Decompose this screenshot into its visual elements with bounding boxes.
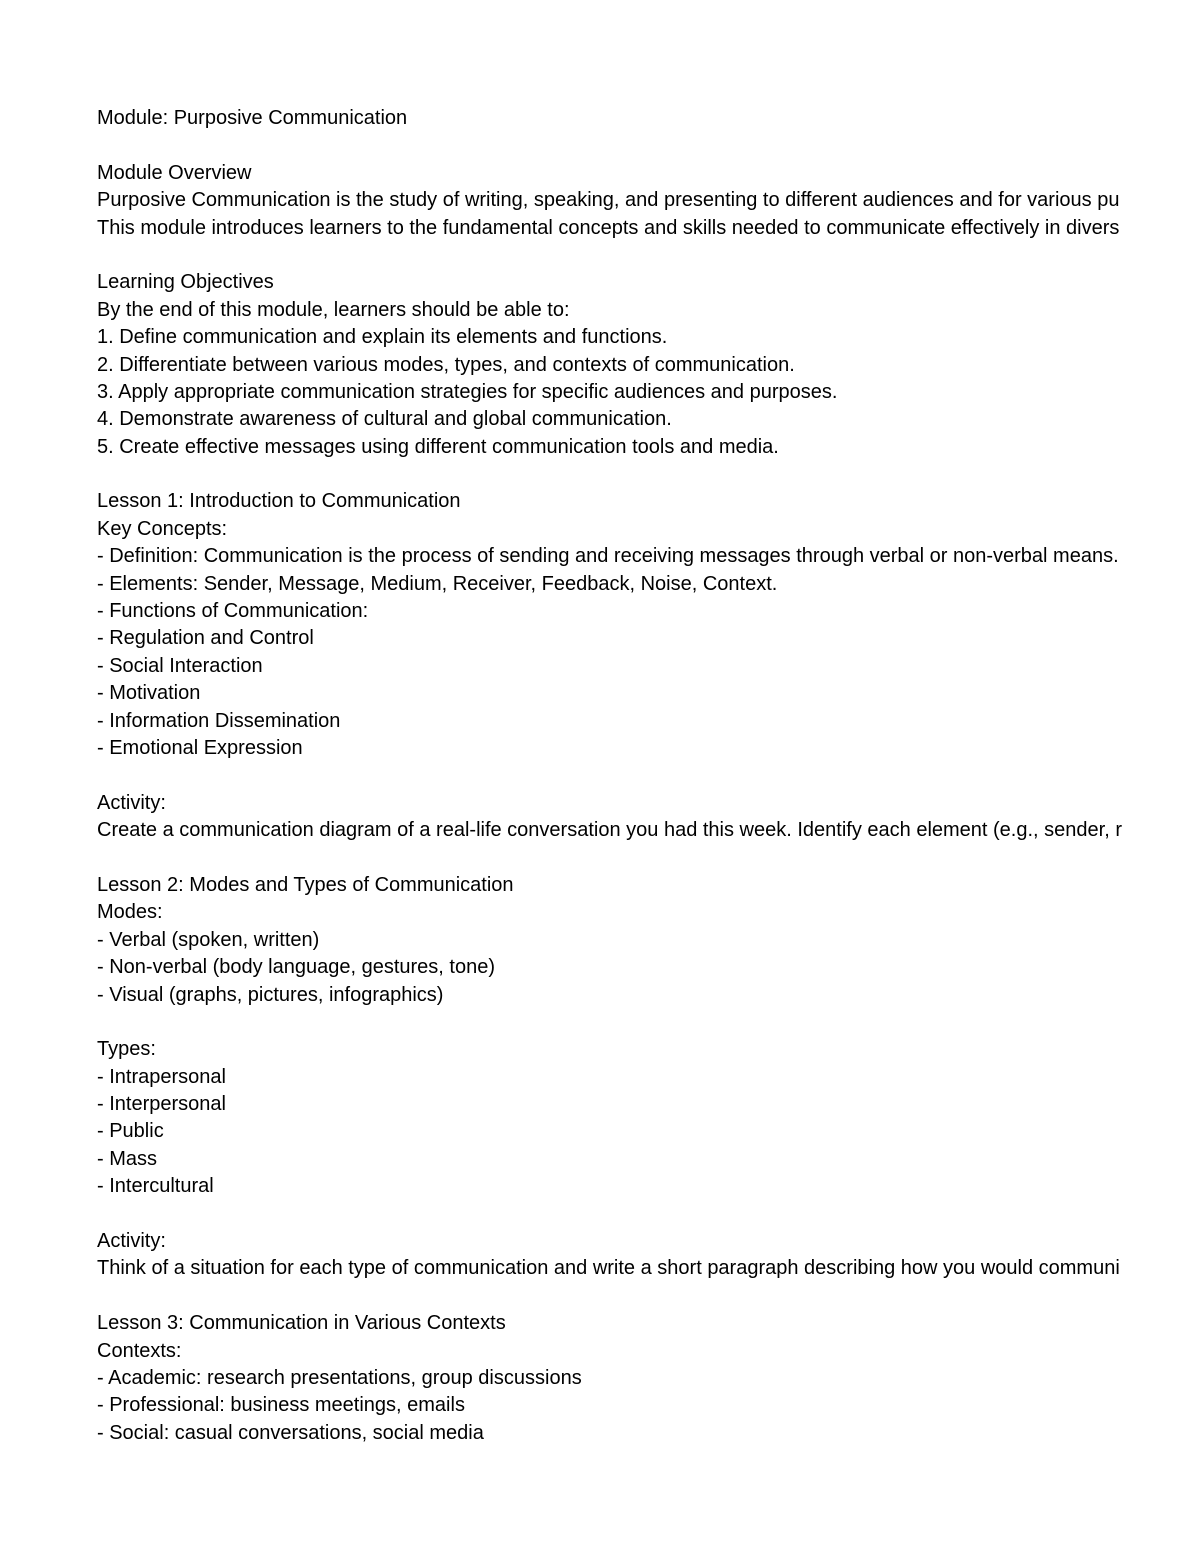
spacer (97, 1201, 1200, 1228)
spacer (97, 1283, 1200, 1310)
lesson2-heading: Lesson 2: Modes and Types of Communication (97, 873, 514, 896)
objective-item: 2. Differentiate between various modes, types, and contexts of communication. (97, 353, 795, 376)
lesson2-type-item: - Intrapersonal (97, 1065, 226, 1088)
objectives-intro: By the end of this module, learners should be able to: (97, 298, 570, 321)
lesson2-types-heading: Types: (97, 1038, 156, 1061)
lesson2-type-item: - Intercultural (97, 1175, 214, 1198)
module-title: Module: Purposive Communication (97, 107, 408, 129)
overview-heading: Module Overview (97, 161, 252, 184)
objective-item: 1. Define communication and explain its elements and functions. (97, 326, 668, 349)
lesson2-activity-heading: Activity: (97, 1230, 166, 1253)
spacer (97, 242, 1200, 269)
lesson2-mode-item: - Non-verbal (body language, gestures, tone) (97, 956, 496, 979)
objective-item: 3. Apply appropriate communication strategies for specific audiences and purposes. (97, 380, 838, 403)
lesson1-item: - Information Dissemination (97, 709, 341, 732)
lesson2-type-item: - Interpersonal (97, 1093, 226, 1116)
lesson3-context-item: - Social: casual conversations, social media (97, 1421, 484, 1444)
lesson2-mode-item: - Verbal (spoken, written) (97, 928, 320, 951)
overview-line: This module introduces learners to the fundamental concepts and skills needed to communicate effectively in divers (97, 216, 1120, 239)
spacer (97, 845, 1200, 872)
document-body (97, 105, 1200, 1447)
spacer (97, 762, 1200, 789)
lesson1-heading: Lesson 1: Introduction to Communication (97, 490, 461, 513)
lesson2-activity-text: Think of a situation for each type of communication and write a short paragraph describing how you would communi (97, 1257, 1120, 1280)
lesson1-item: - Motivation (97, 682, 201, 705)
spacer (97, 1009, 1200, 1036)
lesson2-type-item: - Public (97, 1120, 164, 1143)
lesson3-context-item: - Academic: research presentations, group discussions (97, 1366, 582, 1389)
lesson2-type-item: - Mass (97, 1147, 157, 1170)
lesson2-mode-item: - Visual (graphs, pictures, infographics) (97, 983, 444, 1006)
objective-item: 4. Demonstrate awareness of cultural and global communication. (97, 408, 672, 431)
lesson1-item: - Emotional Expression (97, 736, 303, 759)
lesson1-activity-heading: Activity: (97, 791, 166, 814)
lesson2-modes-heading: Modes: (97, 901, 163, 924)
objectives-heading: Learning Objectives (97, 271, 274, 294)
lesson3-contexts-heading: Contexts: (97, 1339, 182, 1362)
lesson3-context-item: - Professional: business meetings, emails (97, 1394, 465, 1417)
spacer (97, 461, 1200, 488)
lesson1-item: - Elements: Sender, Message, Medium, Receiver, Feedback, Noise, Context. (97, 572, 778, 595)
lesson1-item: - Definition: Communication is the process of sending and receiving messages through verbal or non-verbal means. (97, 545, 1119, 568)
objective-item: 5. Create effective messages using different communication tools and media. (97, 435, 779, 458)
overview-line: Purposive Communication is the study of writing, speaking, and presenting to different audiences and for various pu (97, 189, 1120, 212)
lesson3-heading: Lesson 3: Communication in Various Contexts (97, 1312, 506, 1335)
lesson1-activity-text: Create a communication diagram of a real-life conversation you had this week. Identify each element (e.g., sender, r (97, 819, 1122, 842)
lesson1-item: - Social Interaction (97, 654, 263, 677)
lesson1-subheading: Key Concepts: (97, 517, 228, 540)
spacer (97, 132, 1200, 159)
lesson1-item: - Regulation and Control (97, 627, 314, 650)
lesson1-item: - Functions of Communication: (97, 600, 369, 623)
